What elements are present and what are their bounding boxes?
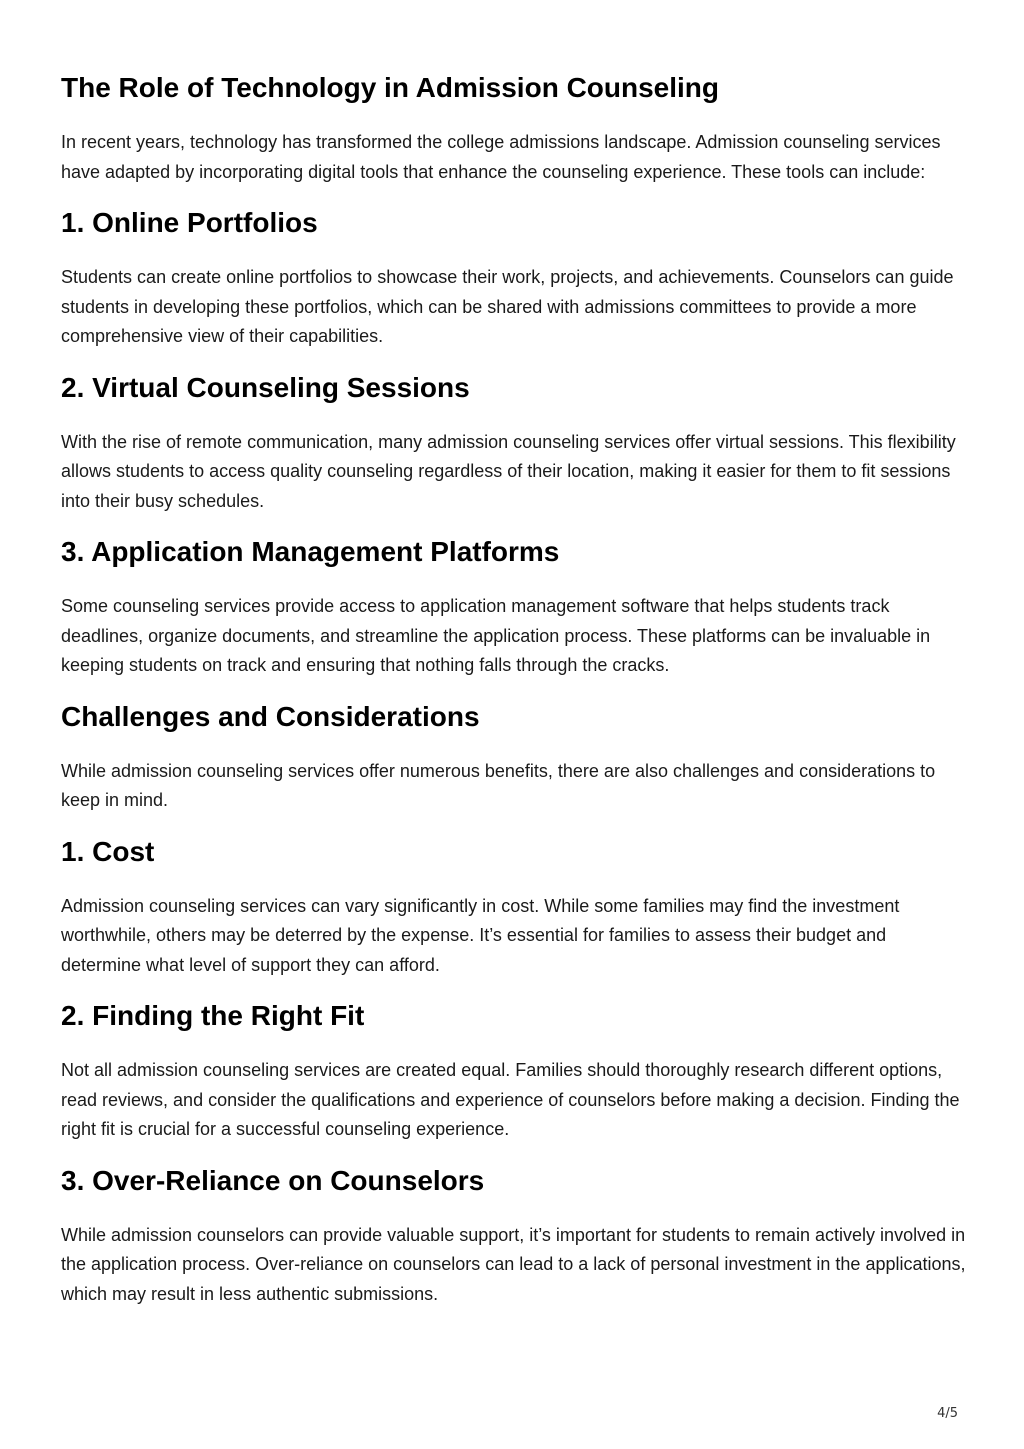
section-paragraph: Admission counseling services can vary significantly in cost. While some families may find the investment worthwhile, others may be deterred by the expense. It’s essential for families to assess their budget and determine what level of support they can afford. — [61, 895, 900, 975]
section-heading: 1. Cost — [61, 835, 155, 867]
section-paragraph: While admission counselors can provide valuable support, it’s important for students to remain actively involved in the application process. Over-reliance on counselors can lead to a lack of personal investment in the applications, which may result in less authentic submissions. — [61, 1224, 966, 1304]
section-cost — [61, 830, 971, 981]
section-paragraph: With the rise of remote communication, many admission counseling services offer virtual sessions. This flexibility allows students to access quality counseling regardless of their location, making it easier for them to fit sessions into their busy schedules. — [61, 431, 956, 511]
section-heading: 2. Virtual Counseling Sessions — [61, 371, 470, 403]
section-heading: Challenges and Considerations — [61, 700, 480, 732]
page-number: 4/5 — [937, 1406, 958, 1421]
section-heading: 1. Online Portfolios — [61, 207, 318, 238]
section-online-portfolios — [61, 201, 971, 352]
section-challenges — [61, 695, 971, 816]
section-heading: 3. Application Management Platforms — [61, 536, 560, 567]
section-virtual-sessions — [61, 366, 971, 517]
section-paragraph: While admission counseling services offer numerous benefits, there are also challenges and considerations to keep in mind. — [61, 760, 936, 810]
section-technology-role — [61, 66, 971, 187]
section-application-platforms — [61, 530, 971, 681]
section-heading: 3. Over-Reliance on Counselors — [61, 1164, 485, 1196]
section-paragraph: Not all admission counseling services are created equal. Families should thoroughly research different options, read reviews, and consider the qualifications and experience of counselors before making a decision. Finding the right fit is crucial for a successful counseling experience. — [61, 1060, 960, 1139]
section-paragraph: In recent years, technology has transformed the college admissions landscape. Admission counseling services have adapted by incorporating digital tools that enhance the counseling experience. These tools can include: — [61, 132, 941, 182]
section-over-reliance — [61, 1159, 971, 1310]
document-page — [61, 66, 971, 1323]
section-paragraph: Some counseling services provide access to application management software that helps students track deadlines, organize documents, and streamline the application process. These platforms can be invaluable in keeping students on track and ensuring that nothing falls through the cracks. — [61, 596, 931, 675]
section-heading: 2. Finding the Right Fit — [61, 1000, 365, 1031]
section-paragraph: Students can create online portfolios to showcase their work, projects, and achievements. Counselors can guide students in developing these portfolios, which can be shared with admissions committees to provide a more comprehensive view of their capabilities. — [61, 267, 954, 346]
section-heading: The Role of Technology in Admission Counseling — [61, 72, 720, 103]
section-right-fit — [61, 994, 971, 1145]
